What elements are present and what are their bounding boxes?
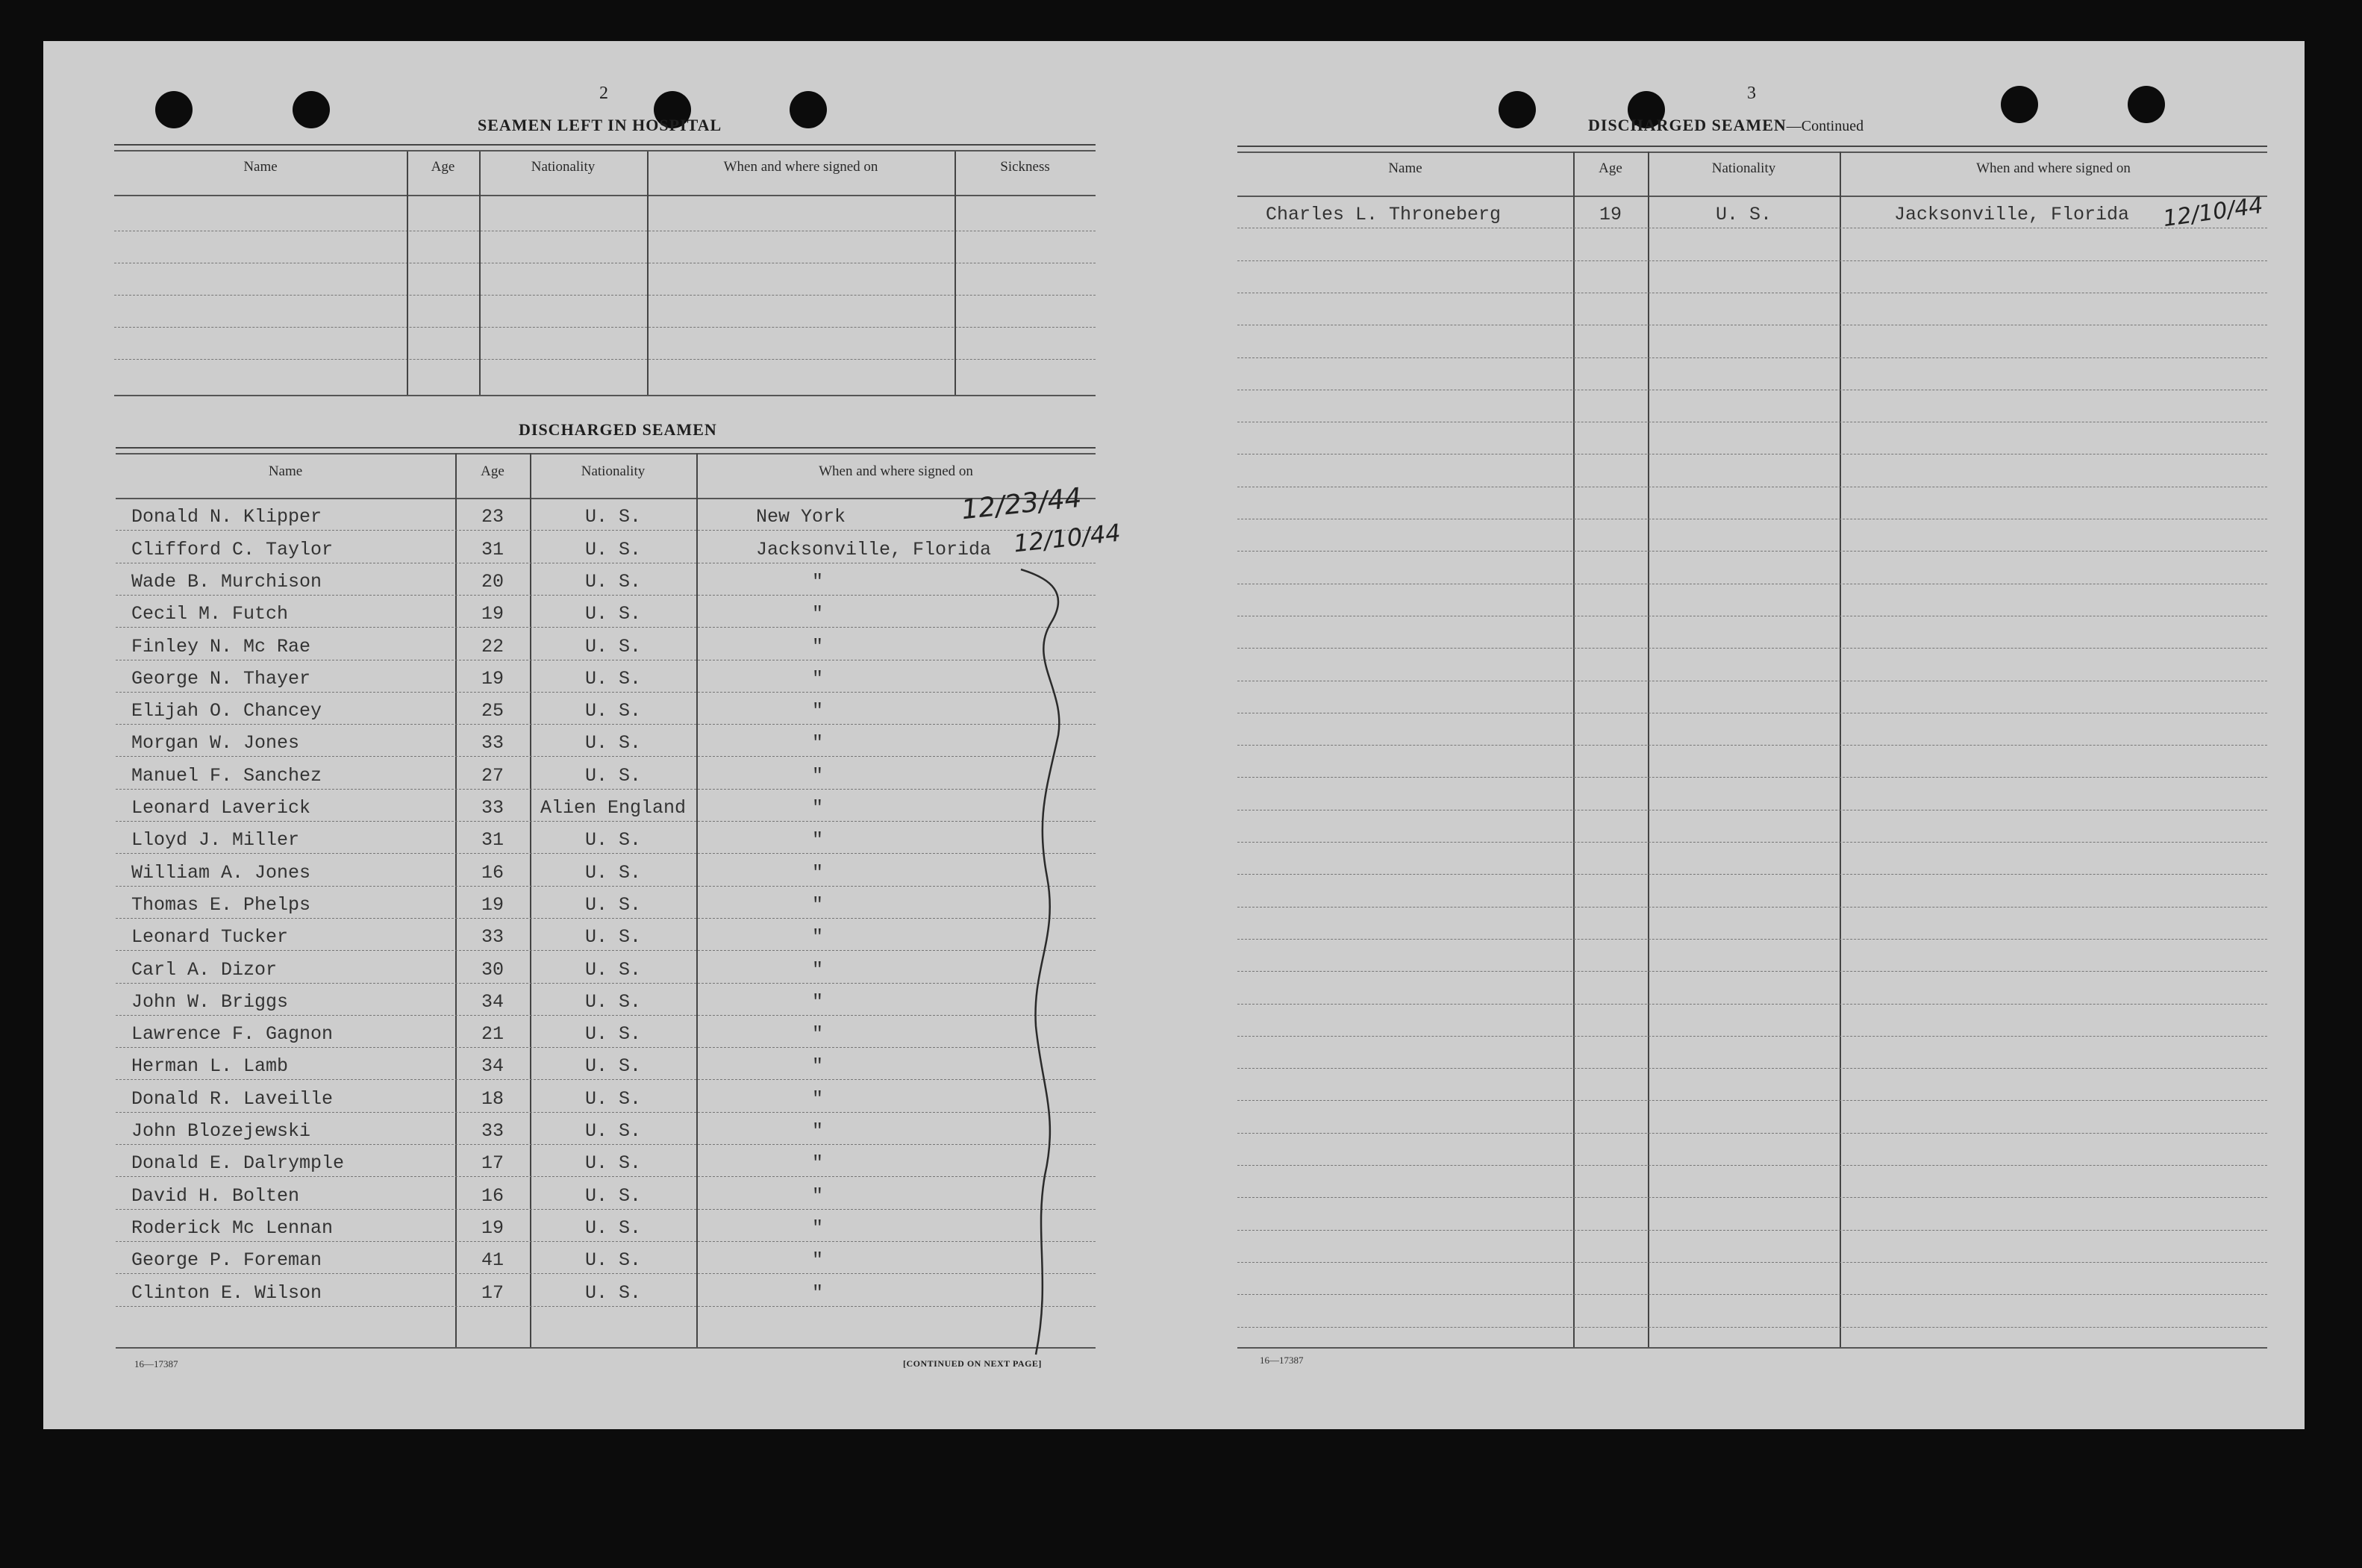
row-name: Morgan W. Jones bbox=[131, 732, 300, 754]
row-nationality: U. S. bbox=[584, 829, 641, 851]
row-age: 33 bbox=[481, 732, 504, 754]
row-signed-on: " bbox=[811, 765, 823, 787]
row-name: George N. Thayer bbox=[131, 668, 311, 690]
row-nationality: U. S. bbox=[584, 765, 641, 787]
right-header-rule bbox=[1237, 196, 2267, 197]
table-row-line bbox=[116, 1273, 1096, 1274]
hospital-col-divider bbox=[407, 152, 408, 395]
row-age: 16 bbox=[481, 862, 504, 884]
row-signed-on: Jacksonville, Florida bbox=[1894, 204, 2130, 225]
hospital-header-nationality: Nationality bbox=[531, 159, 596, 175]
row-name: Wade B. Murchison bbox=[131, 571, 322, 593]
discharged-header-rule bbox=[116, 498, 1096, 499]
row-name: George P. Foreman bbox=[131, 1249, 322, 1271]
row-age: 34 bbox=[481, 991, 504, 1013]
row-signed-on: " bbox=[811, 1217, 823, 1239]
right-col-divider bbox=[1573, 152, 1575, 1347]
row-signed-on: " bbox=[811, 636, 823, 658]
handwritten-date: 12/23/44 bbox=[960, 482, 1084, 526]
punch-hole bbox=[2001, 86, 2038, 123]
row-signed-on: " bbox=[811, 571, 823, 593]
discharged-header-signed-on: When and where signed on bbox=[819, 463, 973, 479]
row-age: 22 bbox=[481, 636, 504, 658]
row-age: 31 bbox=[481, 829, 504, 851]
table-row-line bbox=[116, 950, 1096, 951]
row-signed-on: " bbox=[811, 1088, 823, 1110]
row-name: Carl A. Dizor bbox=[131, 959, 278, 981]
row-nationality: U. S. bbox=[584, 1282, 641, 1304]
row-name: Donald E. Dalrymple bbox=[131, 1152, 345, 1174]
row-signed-on: " bbox=[811, 829, 823, 851]
row-age: 20 bbox=[481, 571, 504, 593]
handwritten-date: 12/10/44 bbox=[2161, 192, 2265, 233]
row-nationality: U. S. bbox=[584, 1120, 641, 1142]
row-name: Thomas E. Phelps bbox=[131, 894, 311, 916]
continued-note: [CONTINUED ON NEXT PAGE] bbox=[903, 1358, 1042, 1369]
page-number-right: 3 bbox=[1747, 84, 1756, 103]
table-row-line bbox=[116, 530, 1096, 531]
row-nationality: U. S. bbox=[584, 926, 641, 948]
row-name: Lawrence F. Gagnon bbox=[131, 1023, 334, 1045]
right-header-age: Age bbox=[1599, 160, 1622, 176]
row-name: Leonard Tucker bbox=[131, 926, 289, 948]
table-row-line bbox=[116, 756, 1096, 757]
handwritten-ditto-line bbox=[1006, 563, 1096, 1362]
row-name: Leonard Laverick bbox=[131, 797, 311, 819]
row-age: 27 bbox=[481, 765, 504, 787]
discharged-header-nationality: Nationality bbox=[581, 463, 646, 479]
row-name: Cecil M. Futch bbox=[131, 603, 289, 625]
row-signed-on: " bbox=[811, 1185, 823, 1207]
row-signed-on: " bbox=[811, 1282, 823, 1304]
table-row-line bbox=[1237, 551, 2267, 552]
table-row-line bbox=[116, 1241, 1096, 1242]
row-nationality: U. S. bbox=[584, 732, 641, 754]
table-row-line bbox=[1237, 454, 2267, 455]
table-row-line bbox=[1237, 1133, 2267, 1134]
table-row-line bbox=[116, 1079, 1096, 1080]
discharged-section-title: DISCHARGED SEAMEN bbox=[519, 420, 717, 439]
row-nationality: U. S. bbox=[584, 668, 641, 690]
punch-hole bbox=[2128, 86, 2165, 123]
table-row-line bbox=[116, 595, 1096, 596]
hospital-header-name: Name bbox=[243, 159, 278, 175]
table-row-line bbox=[116, 1306, 1096, 1307]
row-age: 33 bbox=[481, 797, 504, 819]
table-row-line bbox=[1237, 1197, 2267, 1198]
row-nationality: U. S. bbox=[584, 1185, 641, 1207]
row-signed-on: " bbox=[811, 668, 823, 690]
table-row-line bbox=[1237, 939, 2267, 940]
hospital-header-rule bbox=[114, 195, 1096, 196]
row-nationality: U. S. bbox=[584, 1217, 641, 1239]
right-col-divider bbox=[1840, 152, 1841, 1347]
row-nationality: U. S. bbox=[584, 1023, 641, 1045]
row-age: 18 bbox=[481, 1088, 504, 1110]
row-signed-on: New York bbox=[756, 506, 846, 528]
table-row-line bbox=[1237, 1327, 2267, 1328]
table-row-line bbox=[1237, 1165, 2267, 1166]
row-signed-on: " bbox=[811, 797, 823, 819]
table-row-line bbox=[1237, 1036, 2267, 1037]
discharged-continued-title-suffix: —Continued bbox=[1786, 118, 1864, 134]
handwritten-date: 12/10/44 bbox=[1012, 518, 1122, 558]
document-sheet bbox=[43, 41, 2305, 1429]
table-row-line bbox=[1237, 1004, 2267, 1005]
row-name: Clinton E. Wilson bbox=[131, 1282, 322, 1304]
punch-hole bbox=[293, 91, 330, 128]
right-header-nationality: Nationality bbox=[1711, 160, 1776, 176]
row-age: 19 bbox=[481, 894, 504, 916]
hospital-table-bottom-rule bbox=[114, 395, 1096, 396]
row-age: 21 bbox=[481, 1023, 504, 1045]
row-name: Lloyd J. Miller bbox=[131, 829, 300, 851]
hospital-header-age: Age bbox=[431, 159, 455, 175]
row-nationality: U. S. bbox=[584, 1249, 641, 1271]
row-signed-on: " bbox=[811, 700, 823, 722]
table-row-line bbox=[116, 853, 1096, 854]
table-row-line bbox=[116, 1176, 1096, 1177]
table-row-line bbox=[116, 1209, 1096, 1210]
table-row-line bbox=[116, 724, 1096, 725]
row-age: 31 bbox=[481, 539, 504, 560]
row-age: 33 bbox=[481, 926, 504, 948]
row-signed-on: " bbox=[811, 1055, 823, 1077]
table-row-line bbox=[1237, 357, 2267, 358]
table-row-line bbox=[116, 918, 1096, 919]
row-name: Herman L. Lamb bbox=[131, 1055, 289, 1077]
table-row-line bbox=[1237, 1262, 2267, 1263]
hospital-table-top-rule bbox=[114, 144, 1096, 152]
form-number-left: 16—17387 bbox=[134, 1358, 178, 1369]
right-table-top-rule bbox=[1237, 146, 2267, 153]
row-nationality: Alien England bbox=[540, 797, 687, 819]
table-row-line bbox=[116, 1112, 1096, 1113]
table-row-line bbox=[1237, 1230, 2267, 1231]
row-signed-on: " bbox=[811, 991, 823, 1013]
row-nationality: U. S. bbox=[584, 636, 641, 658]
table-row-line bbox=[116, 1144, 1096, 1145]
row-signed-on: " bbox=[811, 894, 823, 916]
row-age: 19 bbox=[1599, 204, 1622, 225]
discharged-header-name: Name bbox=[268, 463, 303, 479]
row-name: Manuel F. Sanchez bbox=[131, 765, 322, 787]
discharged-continued-title-main: DISCHARGED SEAMEN bbox=[1588, 116, 1787, 134]
discharged-table-bottom-rule bbox=[116, 1347, 1096, 1349]
table-row-line bbox=[1237, 260, 2267, 261]
row-name: Elijah O. Chancey bbox=[131, 700, 322, 722]
row-signed-on: Jacksonville, Florida bbox=[756, 539, 992, 560]
row-name: Charles L. Throneberg bbox=[1266, 204, 1502, 225]
row-age: 25 bbox=[481, 700, 504, 722]
row-name: Finley N. Mc Rae bbox=[131, 636, 311, 658]
table-row-line bbox=[116, 886, 1096, 887]
row-name: William A. Jones bbox=[131, 862, 311, 884]
table-row-line bbox=[1237, 1294, 2267, 1295]
punch-hole bbox=[155, 91, 193, 128]
right-col-divider bbox=[1648, 152, 1649, 1347]
discharged-table-top-rule bbox=[116, 447, 1096, 455]
row-signed-on: " bbox=[811, 959, 823, 981]
row-age: 41 bbox=[481, 1249, 504, 1271]
row-age: 17 bbox=[481, 1152, 504, 1174]
row-name: Donald R. Laveille bbox=[131, 1088, 334, 1110]
table-row-line bbox=[1237, 1100, 2267, 1101]
row-name: Roderick Mc Lennan bbox=[131, 1217, 334, 1239]
punch-hole bbox=[1499, 91, 1536, 128]
table-row-line bbox=[116, 1047, 1096, 1048]
discharged-header-age: Age bbox=[481, 463, 504, 479]
row-signed-on: " bbox=[811, 732, 823, 754]
row-signed-on: " bbox=[811, 1023, 823, 1045]
table-row-line bbox=[1237, 1068, 2267, 1069]
row-nationality: U. S. bbox=[584, 506, 641, 528]
hospital-row-line bbox=[114, 295, 1096, 296]
row-age: 34 bbox=[481, 1055, 504, 1077]
table-row-line bbox=[116, 1015, 1096, 1016]
row-signed-on: " bbox=[811, 1249, 823, 1271]
page-number-left: 2 bbox=[599, 84, 608, 103]
row-signed-on: " bbox=[811, 862, 823, 884]
row-name: Clifford C. Taylor bbox=[131, 539, 334, 560]
table-row-line bbox=[116, 692, 1096, 693]
table-row-line bbox=[116, 789, 1096, 790]
row-age: 33 bbox=[481, 1120, 504, 1142]
row-nationality: U. S. bbox=[584, 700, 641, 722]
table-row-line bbox=[1237, 971, 2267, 972]
row-signed-on: " bbox=[811, 1120, 823, 1142]
hospital-col-divider bbox=[955, 152, 956, 395]
form-number-right: 16—17387 bbox=[1260, 1355, 1304, 1366]
table-row-line bbox=[116, 627, 1096, 628]
table-row-line bbox=[116, 821, 1096, 822]
row-age: 19 bbox=[481, 603, 504, 625]
discharged-continued-title bbox=[1588, 116, 1863, 135]
right-header-name: Name bbox=[1388, 160, 1422, 176]
hospital-row-line bbox=[114, 327, 1096, 328]
row-nationality: U. S. bbox=[584, 991, 641, 1013]
row-name: Donald N. Klipper bbox=[131, 506, 322, 528]
hospital-col-divider bbox=[479, 152, 481, 395]
table-row-line bbox=[1237, 648, 2267, 649]
row-nationality: U. S. bbox=[584, 959, 641, 981]
table-row-line bbox=[1237, 745, 2267, 746]
row-age: 17 bbox=[481, 1282, 504, 1304]
row-signed-on: " bbox=[811, 926, 823, 948]
hospital-col-divider bbox=[647, 152, 649, 395]
right-table-bottom-rule bbox=[1237, 1347, 2267, 1349]
row-nationality: U. S. bbox=[584, 1152, 641, 1174]
hospital-section-title: SEAMEN LEFT IN HOSPITAL bbox=[478, 116, 722, 134]
punch-hole bbox=[790, 91, 827, 128]
table-row-line bbox=[1237, 907, 2267, 908]
row-age: 30 bbox=[481, 959, 504, 981]
row-age: 19 bbox=[481, 668, 504, 690]
row-age: 23 bbox=[481, 506, 504, 528]
hospital-row-line bbox=[114, 359, 1096, 360]
row-nationality: U. S. bbox=[584, 1055, 641, 1077]
table-row-line bbox=[1237, 777, 2267, 778]
hospital-header-sickness: Sickness bbox=[1000, 159, 1050, 175]
row-nationality: U. S. bbox=[584, 571, 641, 593]
right-header-signed-on: When and where signed on bbox=[1976, 160, 2131, 176]
row-signed-on: " bbox=[811, 1152, 823, 1174]
hospital-header-signed-on: When and where signed on bbox=[723, 159, 878, 175]
row-age: 16 bbox=[481, 1185, 504, 1207]
row-name: John W. Briggs bbox=[131, 991, 289, 1013]
row-nationality: U. S. bbox=[584, 603, 641, 625]
row-signed-on: " bbox=[811, 603, 823, 625]
table-row-line bbox=[1237, 842, 2267, 843]
row-nationality: U. S. bbox=[1715, 204, 1772, 225]
row-nationality: U. S. bbox=[584, 862, 641, 884]
row-nationality: U. S. bbox=[584, 539, 641, 560]
row-name: David H. Bolten bbox=[131, 1185, 300, 1207]
row-age: 19 bbox=[481, 1217, 504, 1239]
row-nationality: U. S. bbox=[584, 894, 641, 916]
table-row-line bbox=[1237, 874, 2267, 875]
row-name: John Blozejewski bbox=[131, 1120, 311, 1142]
table-row-line bbox=[116, 983, 1096, 984]
row-nationality: U. S. bbox=[584, 1088, 641, 1110]
